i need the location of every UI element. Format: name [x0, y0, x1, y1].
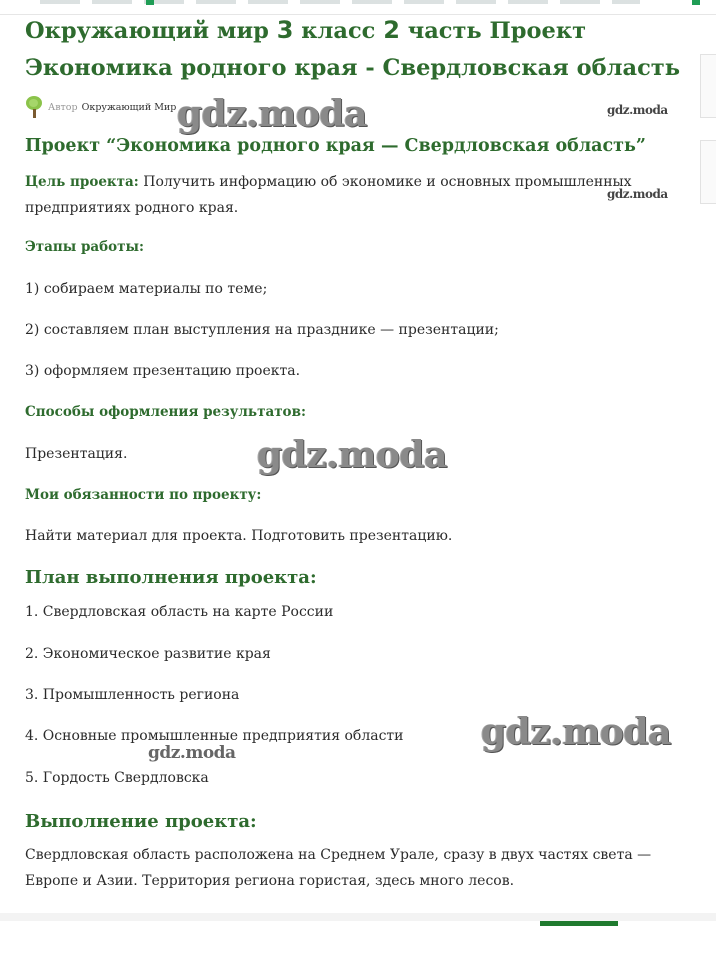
results-label-line [25, 399, 680, 425]
duties-text: Найти материал для проекта. Подготовить презентацию. [25, 528, 453, 544]
list-item: 1) собираем материалы по теме; [25, 281, 268, 297]
duties-label-line [25, 482, 680, 508]
duties-label: Мои обязанности по проекту: [25, 487, 262, 503]
execution-text: Свердловская область расположена на Среднем Урале, сразу в двух частях света — Европе и Азии. Территория региона гористая, здесь много лесов. [25, 847, 652, 889]
goal-paragraph [25, 169, 680, 221]
author-label: Автор [48, 101, 78, 113]
rail-thumb[interactable] [700, 54, 716, 118]
page-title: Окружающий мир 3 класс 2 часть Проект Экономика родного края - Свердловская область [25, 16, 680, 81]
author-name[interactable]: Окружающий Мир [81, 101, 177, 113]
list-item: 1. Свердловская область на карте России [25, 604, 334, 620]
nav-marker [146, 0, 154, 5]
project-heading: Проект “Экономика родного края — Свердловская область” [25, 136, 646, 156]
stages-label-line [25, 234, 680, 260]
watermark: gdz.moda [607, 103, 668, 117]
results-text: Презентация. [25, 446, 128, 462]
watermark: gdz.moda [148, 743, 236, 763]
list-item: 2) составляем план выступления на празднике — презентации; [25, 322, 499, 338]
author-line [25, 96, 176, 118]
nav-marker [692, 0, 700, 5]
rail-thumb[interactable] [700, 140, 716, 204]
article-header [25, 12, 685, 87]
right-rail [700, 40, 716, 920]
stages-label: Этапы работы: [25, 239, 145, 255]
goal-text: Получить информацию об экономике и основных промышленных предприятиях родного края. [25, 174, 632, 216]
watermark: gdz.moda [481, 711, 671, 753]
bottom-divider [0, 913, 716, 921]
cropped-nav-text [40, 0, 640, 4]
list-item: 3. Промышленность региона [25, 687, 240, 703]
tree-icon [25, 96, 43, 118]
list-item: 2. Экономическое развитие края [25, 646, 271, 662]
list-item: 4. Основные промышленные предприятия области [25, 728, 404, 744]
execution-heading: Выполнение проекта: [25, 811, 257, 832]
goal-label: Цель проекта: [25, 174, 139, 190]
watermark: gdz.moda [607, 187, 668, 201]
watermark: gdz.moda [257, 434, 447, 476]
results-label: Способы оформления результатов: [25, 404, 306, 420]
watermark: gdz.moda [177, 93, 367, 135]
bottom-accent-bar [540, 921, 618, 926]
list-item: 5. Гордость Свердловска [25, 770, 209, 786]
list-item: 3) оформляем презентацию проекта. [25, 363, 301, 379]
plan-heading: План выполнения проекта: [25, 567, 317, 588]
